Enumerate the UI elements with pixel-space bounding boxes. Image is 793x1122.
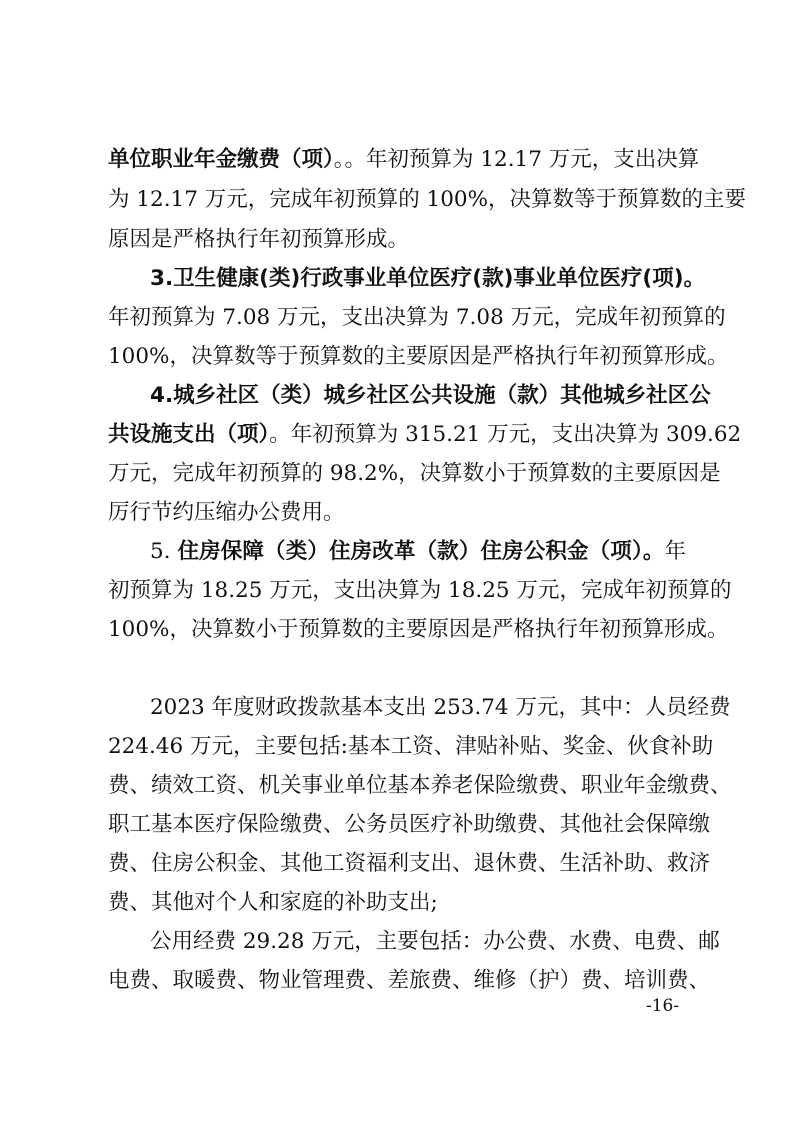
paragraph-line: 公用经费 29.28 万元，主要包括：办公费、水费、电费、邮 (150, 929, 720, 954)
paragraph-line: 初预算为 18.25 万元，支出决算为 18.25 万元，完成年初预算的 (108, 578, 732, 603)
bold-item-title: 单位职业年金缴费（项） (108, 147, 334, 172)
paragraph-line: 100%，决算数小于预算数的主要原因是严格执行年初预算形成。 (108, 617, 729, 642)
paragraph-line: 原因是严格执行年初预算形成。 (108, 227, 410, 252)
paragraph-line (150, 379, 711, 413)
page-number: -16- (646, 996, 680, 1016)
section-heading (150, 652, 686, 686)
paragraph-line: 万元，完成年初预算的 98.2%，决算数小于预算数的主要原因是 (108, 461, 721, 486)
bold-item-title: 3.卫生健康(类)行政事业单位医疗(款)事业单位医疗(项)。 (150, 266, 706, 291)
bold-item-title: 共设施支出（项） (108, 422, 270, 447)
paragraph-line: 费、绩效工资、机关事业单位基本养老保险缴费、职业年金缴费、 (108, 773, 732, 798)
bold-item-title: 4.城乡社区（类）城乡社区公共设施（款）其他城乡社区公 (150, 383, 711, 408)
paragraph-line (108, 143, 700, 177)
bold-item-title: 住房保障（类）住房改革（款）住房公积金（项）。 (177, 539, 665, 564)
paragraph-line: 年初预算为 7.08 万元，支出决算为 7.08 万元，完成年初预算的 (108, 305, 726, 330)
text-run: 。。年初预算为 12.17 万元，支出决算 (333, 147, 700, 172)
paragraph-line: 电费、取暖费、物业管理费、差旅费、维修（护）费、培训费、 (108, 968, 711, 993)
paragraph-line: 费、住房公积金、其他工资福利支出、退休费、生活补助、救济 (108, 851, 711, 876)
paragraph-line (150, 262, 706, 296)
paragraph-line (150, 535, 686, 569)
paragraph-line: 费、其他对个人和家庭的补助支出; (108, 890, 438, 915)
paragraph-line: 为 12.17 万元，完成年初预算的 100%，决算数等于预算数的主要 (108, 187, 747, 212)
paragraph-line: 2023 年度财政拨款基本支出 253.74 万元，其中：人员经费 (150, 695, 731, 720)
text-run: 年 (664, 539, 686, 564)
paragraph-line: 厉行节约压缩办公费用。 (108, 500, 345, 525)
text-run: 。年初预算为 315.21 万元，支出决算为 309.62 (269, 422, 742, 447)
paragraph-line: 职工基本医疗保险缴费、公务员医疗补助缴费、其他社会保障缴 (108, 812, 711, 837)
paragraph-line (108, 418, 742, 452)
paragraph-line: 224.46 万元，主要包括:基本工资、津贴补贴、奖金、伙食补助 (108, 734, 714, 759)
paragraph-line: 100%，决算数等于预算数的主要原因是严格执行年初预算形成。 (108, 344, 729, 369)
item-number: 5. (150, 539, 178, 564)
